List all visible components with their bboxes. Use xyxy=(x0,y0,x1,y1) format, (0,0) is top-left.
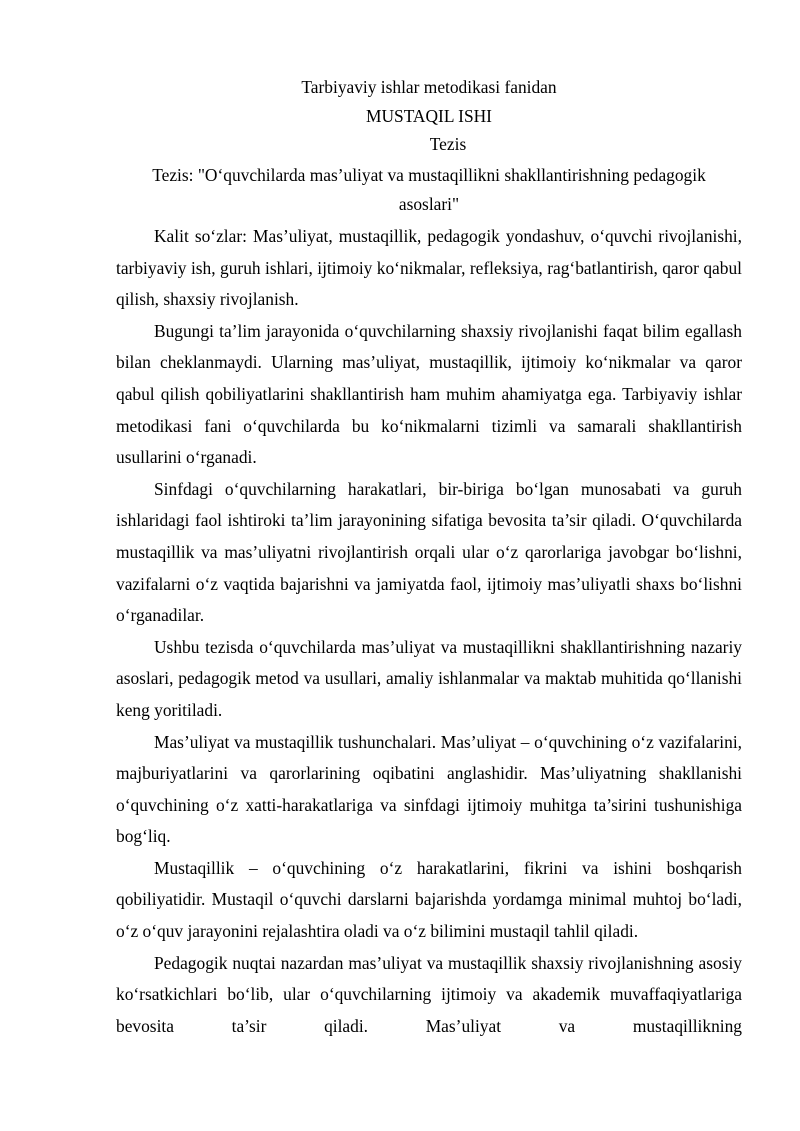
genre-heading: Tezis xyxy=(429,134,467,154)
body-paragraph: Pedagogik nuqtai nazardan mas’uliyat va mustaqillik shaxsiy rivojlanishning asosiy ko‘rsatkichlari bo‘lib, ular o‘quvchilarning ijtimoiy va akademik muvaffaqiyatlariga bevosita ta’sir qiladi. Mas’uliyat va mustaqillikning xyxy=(116,952,742,1036)
work-type-heading: MUSTAQIL ISHI xyxy=(366,106,492,126)
body-paragraph: Mas’uliyat va mustaqillik tushunchalari. Mas’uliyat – o‘quvchining o‘z vazifalarini, majburiyatlarini va qarorlarining oqibatini anglashidir. Mas’uliyatning shakllanishi o‘quvchining o‘z xatti-harakatlariga va sinfdagi ijtimoiy muhitga ta’sirini tushunishiga bog‘liq. xyxy=(116,731,742,847)
keywords-paragraph: Kalit so‘zlar: Mas’uliyat, mustaqillik, pedagogik yondashuv, o‘quvchi rivojlanishi, tarbiyaviy ish, guruh ishlari, ijtimoiy ko‘nikmalar, refleksiya, rag‘batlantirish, qaror qabul qilish, shaxsiy rivojlanish. xyxy=(116,226,742,310)
thesis-title: Tezis: "O‘quvchilarda mas’uliyat va mustaqillikni shakllantirishning pedagogik asoslari" xyxy=(152,165,706,214)
body-paragraph: Bugungi ta’lim jarayonida o‘quvchilarning shaxsiy rivojlanishi faqat bilim egallash bilan cheklanmaydi. Ularning mas’uliyat, mustaqillik, ijtimoiy ko‘nikmalar va qaror qabul qilish qobiliyatlarini shakllantirish ham muhim ahamiyatga ega. Tarbiyaviy ishlar metodikasi fani o‘quvchilarda bu ko‘nikmalarni tizimli va samarali shakllantirish usullarini o‘rganadi. xyxy=(116,320,742,468)
body-paragraph: Sinfdagi o‘quvchilarning harakatlari, bir-biriga bo‘lgan munosabati va guruh ishlaridagi faol ishtiroki ta’lim jarayonining sifatiga bevosita ta’sir qiladi. O‘quvchilarda mustaqillik va mas’uliyatni rivojlantirish orqali ular o‘z qarorlariga javobgar bo‘lishni, vazifalarni o‘z vaqtida bajarishni va jamiyatda faol, ijtimoiy mas’uliyatli shaxs bo‘lishni o‘rganadilar. xyxy=(116,478,742,626)
subject-line: Tarbiyaviy ishlar metodikasi fanidan xyxy=(301,77,557,97)
body-paragraph: Mustaqillik – o‘quvchining o‘z harakatlarini, fikrini va ishini boshqarish qobiliyatidir. Mustaqil o‘quvchi darslarni bajarishda yordamga minimal muhtoj bo‘ladi, o‘z o‘quv jarayonini rejalashtira oladi va o‘z bilimini mustaqil tahlil qiladi. xyxy=(116,857,742,942)
body-paragraph: Ushbu tezisda o‘quvchilarda mas’uliyat va mustaqillikni shakllantirishning nazariy asoslari, pedagogik metod va usullari, amaliy ishlanmalar va maktab muhitida qo‘llanishi keng yoritiladi. xyxy=(116,636,742,720)
page-content xyxy=(116,75,742,1042)
